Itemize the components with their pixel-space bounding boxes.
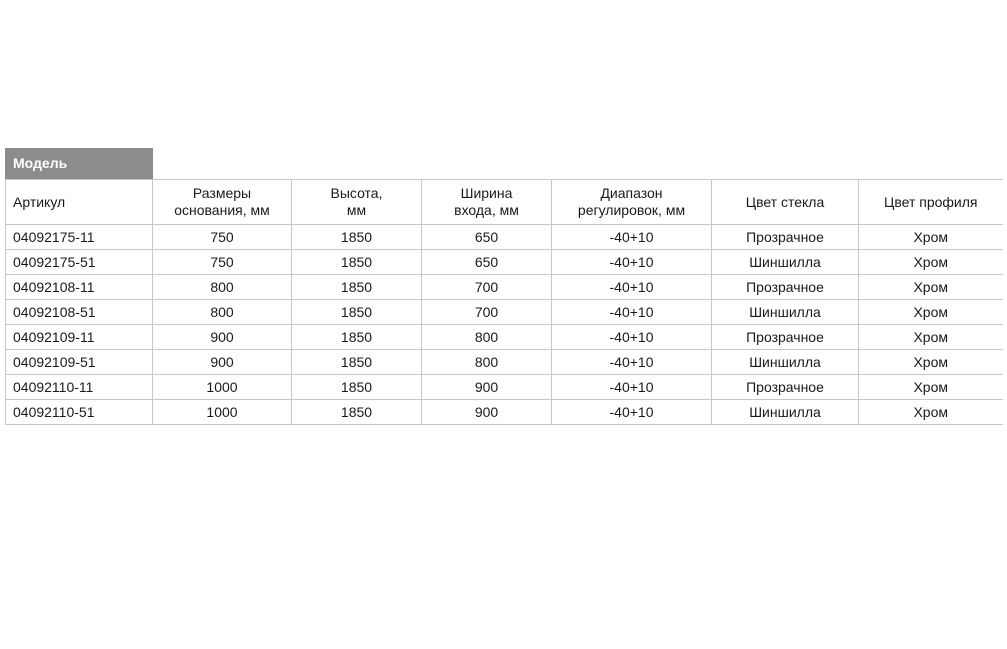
- cell-base-size: 750: [153, 250, 292, 275]
- cell-base-size: 800: [153, 275, 292, 300]
- cell-profile-color: Хром: [859, 325, 1003, 350]
- table-row: [6, 300, 1003, 325]
- cell-article: 04092109-51: [6, 350, 153, 375]
- cell-glass-color: Прозрачное: [712, 225, 859, 250]
- header-height: Высота, мм: [292, 180, 422, 225]
- cell-glass-color: Шиншилла: [712, 300, 859, 325]
- table-row: [6, 400, 1003, 425]
- cell-glass-color: Прозрачное: [712, 325, 859, 350]
- cell-adjust-range: -40+10: [552, 250, 712, 275]
- cell-height: 1850: [292, 250, 422, 275]
- cell-glass-color: Прозрачное: [712, 275, 859, 300]
- cell-base-size: 750: [153, 225, 292, 250]
- cell-entry-width: 650: [422, 250, 552, 275]
- table-row: [6, 350, 1003, 375]
- cell-entry-width: 700: [422, 300, 552, 325]
- cell-height: 1850: [292, 225, 422, 250]
- header-base-size: Размеры основания, мм: [153, 180, 292, 225]
- cell-article: 04092175-51: [6, 250, 153, 275]
- cell-entry-width: 650: [422, 225, 552, 250]
- cell-adjust-range: -40+10: [552, 300, 712, 325]
- cell-article: 04092175-11: [6, 225, 153, 250]
- cell-height: 1850: [292, 400, 422, 425]
- spec-table: [5, 179, 1003, 425]
- cell-adjust-range: -40+10: [552, 375, 712, 400]
- cell-entry-width: 800: [422, 325, 552, 350]
- table-row: [6, 375, 1003, 400]
- cell-profile-color: Хром: [859, 275, 1003, 300]
- cell-entry-width: 900: [422, 375, 552, 400]
- model-tab-label: Модель: [5, 148, 153, 179]
- cell-article: 04092109-11: [6, 325, 153, 350]
- cell-base-size: 800: [153, 300, 292, 325]
- cell-profile-color: Хром: [859, 400, 1003, 425]
- cell-glass-color: Шиншилла: [712, 250, 859, 275]
- cell-profile-color: Хром: [859, 300, 1003, 325]
- table-row: [6, 250, 1003, 275]
- cell-base-size: 900: [153, 350, 292, 375]
- cell-height: 1850: [292, 375, 422, 400]
- table-row: [6, 275, 1003, 300]
- cell-profile-color: Хром: [859, 375, 1003, 400]
- cell-height: 1850: [292, 300, 422, 325]
- cell-base-size: 1000: [153, 400, 292, 425]
- cell-article: 04092110-11: [6, 375, 153, 400]
- cell-glass-color: Шиншилла: [712, 350, 859, 375]
- cell-glass-color: Шиншилла: [712, 400, 859, 425]
- cell-article: 04092108-11: [6, 275, 153, 300]
- cell-adjust-range: -40+10: [552, 350, 712, 375]
- header-article: Артикул: [6, 180, 153, 225]
- cell-glass-color: Прозрачное: [712, 375, 859, 400]
- header-row: [6, 180, 1003, 225]
- cell-height: 1850: [292, 275, 422, 300]
- cell-height: 1850: [292, 325, 422, 350]
- header-profile-color: Цвет профиля: [859, 180, 1003, 225]
- header-adjust-range: Диапазон регулировок, мм: [552, 180, 712, 225]
- cell-base-size: 900: [153, 325, 292, 350]
- cell-height: 1850: [292, 350, 422, 375]
- cell-adjust-range: -40+10: [552, 400, 712, 425]
- table-row: [6, 325, 1003, 350]
- cell-article: 04092108-51: [6, 300, 153, 325]
- cell-article: 04092110-51: [6, 400, 153, 425]
- cell-entry-width: 900: [422, 400, 552, 425]
- cell-base-size: 1000: [153, 375, 292, 400]
- cell-adjust-range: -40+10: [552, 325, 712, 350]
- cell-adjust-range: -40+10: [552, 275, 712, 300]
- cell-profile-color: Хром: [859, 225, 1003, 250]
- cell-profile-color: Хром: [859, 350, 1003, 375]
- cell-entry-width: 800: [422, 350, 552, 375]
- header-glass-color: Цвет стекла: [712, 180, 859, 225]
- cell-adjust-range: -40+10: [552, 225, 712, 250]
- header-entry-width: Ширина входа, мм: [422, 180, 552, 225]
- cell-entry-width: 700: [422, 275, 552, 300]
- table-row: [6, 225, 1003, 250]
- cell-profile-color: Хром: [859, 250, 1003, 275]
